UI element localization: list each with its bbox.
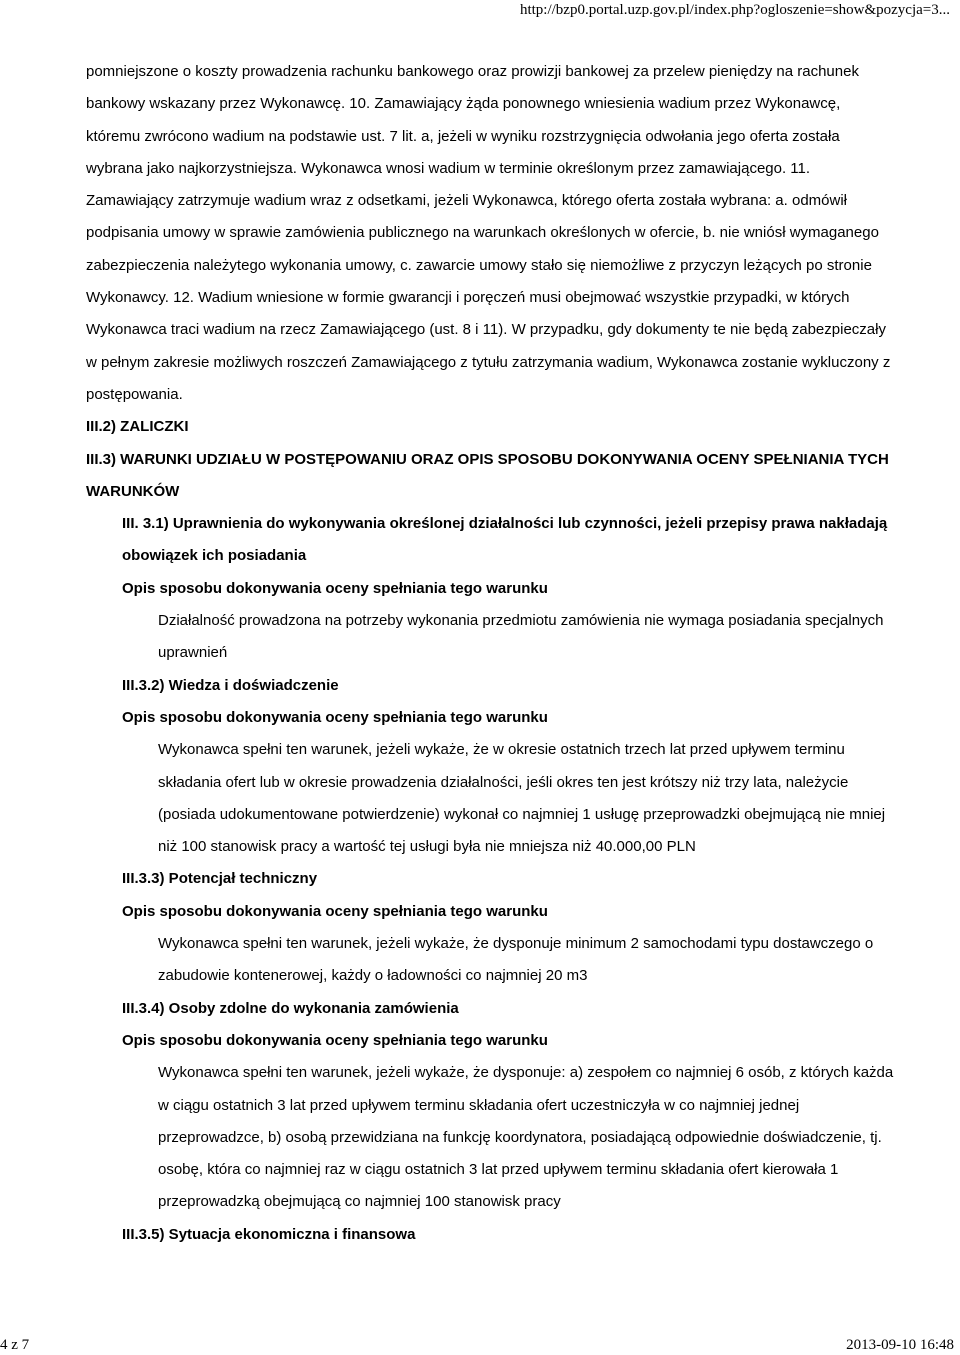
document-body xyxy=(86,56,896,1251)
section-text: Wykonawca spełni ten warunek, jeżeli wykaże, że dysponuje: a) zespołem co najmniej 6 osób, z których każda w ciągu ostatnich 3 lat przed upływem terminu składania ofert uczestniczyła w co najmniej jednej przeprowadzce, b) osobą przewidziana na funkcję koordynatora, posiadającą odpowiednie doświadczenie, tj. osobę, która co najmniej raz w ciągu ostatnich 3 lat przed upływem terminu składania ofert kierowała 1 przeprowadzką obejmującą co najmniej 100 stanowisk pracy xyxy=(158,1064,894,1211)
section-heading-sytuacja: III.3.5) Sytuacja ekonomiczna i finansowa xyxy=(122,1225,416,1243)
page-url: http://bzp0.portal.uzp.gov.pl/index.php?ogloszenie=show&pozycja=3... xyxy=(519,2,950,18)
heading-zaliczki: III.2) ZALICZKI xyxy=(86,418,189,436)
paragraph-wadium: pomniejszone o koszty prowadzenia rachunku bankowego oraz prowizji bankowej za przelew pieniędzy na rachunek bankowy wskazany przez Wykonawcę. 10. Zamawiający żąda ponownego wniesienia wadium przez Wykonawcę, któremu zwrócono wadium na podstawie ust. 7 lit. a, jeżeli w wyniku rozstrzygnięcia odwołania jego oferta została wybrana jako najkorzystniejsza. Wykonawca wnosi wadium w terminie określonym przez zamawiającego. 11. Zamawiający zatrzymuje wadium wraz z odsetkami, jeżeli Wykonawca, którego oferta została wybrana: a. odmówił podpisania umowy w sprawie zamówienia publicznego na warunkach określonych w ofercie, b. nie wniósł wymaganego zabezpieczenia należytego wykonania umowy, c. zawarcie umowy stało się niemożliwe z przyczyn leżących po stronie Wykonawcy. 12. Wadium wniesione w formie gwarancji i poręczeń musi obejmować wszystkie przypadki, w których Wykonawca traci wadium na rzecz Zamawiającego (ust. 8 i 11). W przypadku, gdy dokumenty te nie będą zabezpieczały w pełnym zakresie możliwych roszczeń Zamawiającego z tytułu zatrzymania wadium, Wykonawca zostanie wykluczony z postępowania. xyxy=(86,63,891,403)
section-heading-potencjal: III.3.3) Potencjał techniczny xyxy=(122,870,318,888)
section-heading-wiedza: III.3.2) Wiedza i doświadczenie xyxy=(122,676,339,694)
section-text: Wykonawca spełni ten warunek, jeżeli wykaże, że w okresie ostatnich trzech lat przed upływem terminu składania ofert lub w okresie prowadzenia działalności, jeśli okres ten jest krótszy niż trzy lata, należycie (posiada udokumentowane potwierdzenie) wykonał co najmniej 1 usługę przeprowadzki obejmującą nie mniej niż 100 stanowisk pracy a wartość tej usługi była nie mniejsza niż 40.000,00 PLN xyxy=(158,741,886,856)
heading-warunki-udzialu: III.3) WARUNKI UDZIAŁU W POSTĘPOWANIU ORAZ OPIS SPOSOBU DOKONYWANIA OCENY SPEŁNIANIA TYCH WARUNKÓW xyxy=(86,450,889,500)
section-label: Opis sposobu dokonywania oceny spełniania tego warunku xyxy=(122,708,548,726)
section-text: Wykonawca spełni ten warunek, jeżeli wykaże, że dysponuje minimum 2 samochodami typu dostawczego o zabudowie kontenerowej, każdy o ładowności co najmniej 20 m3 xyxy=(158,935,874,985)
section-label: Opis sposobu dokonywania oceny spełniania tego warunku xyxy=(122,902,548,920)
section-label: Opis sposobu dokonywania oceny spełniania tego warunku xyxy=(122,1031,548,1049)
section-label: Opis sposobu dokonywania oceny spełniania tego warunku xyxy=(122,579,548,597)
section-heading-osoby: III.3.4) Osoby zdolne do wykonania zamówienia xyxy=(122,999,459,1017)
section-text: Działalność prowadzona na potrzeby wykonania przedmiotu zamówienia nie wymaga posiadania specjalnych uprawnień xyxy=(158,612,884,662)
section-heading-uprawnienia: III. 3.1) Uprawnienia do wykonywania określonej działalności lub czynności, jeżeli przepisy prawa nakładają obowiązek ich posiadania xyxy=(122,515,888,565)
print-timestamp: 2013-09-10 16:48 xyxy=(846,1337,954,1353)
page-number: 4 z 7 xyxy=(0,1337,30,1353)
